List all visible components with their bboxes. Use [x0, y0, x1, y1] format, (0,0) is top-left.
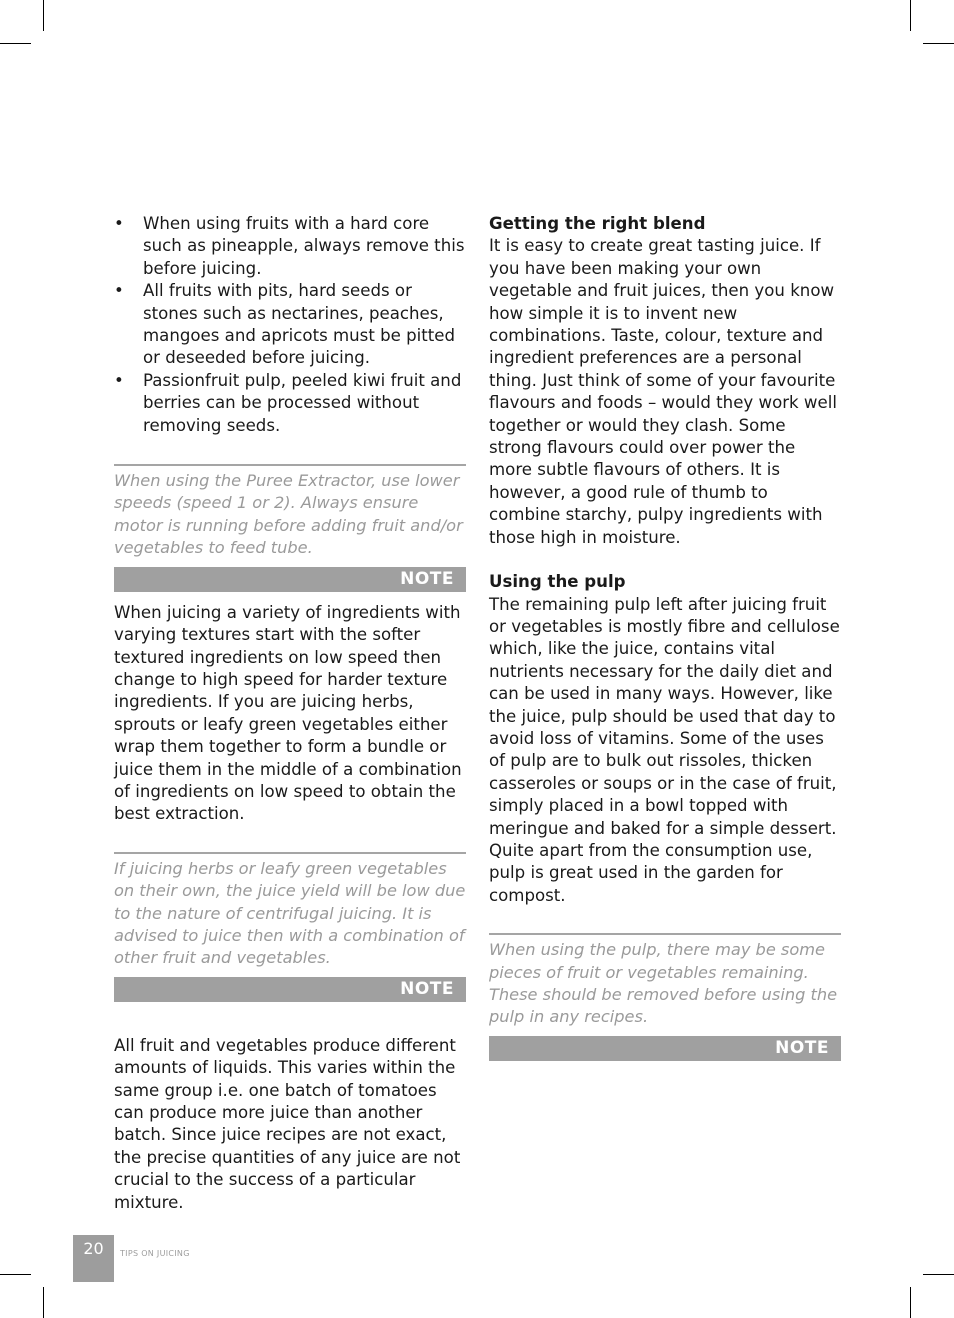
- note-pulp: [489, 933, 841, 1061]
- list-item: • All fruits with pits, hard seeds or stones such as nectarines, peaches, mangoes and apricots must be pitted or deseeded before juicing.: [114, 281, 456, 368]
- list-item: • When using fruits with a hard core such as pineapple, always remove this before juicing.: [114, 214, 465, 278]
- pulp-paragraph: The remaining pulp left after juicing fruit or vegetables is mostly fibre and cellulose which, like the juice, contains vital nutrients necessary for the daily diet and can be used in many ways. However, like the juice, pulp should be used that day to avoid loss of vitamins. Some of the uses of pulp are to bulk out rissoles, thicken casseroles or soups or in the case of fruit, simply placed in a bowl topped with meringue and baked for a simple dessert. Quite apart from the consumption use, pulp is great used in the garden for compost.: [489, 594, 840, 905]
- left-column: [114, 213, 466, 1214]
- crop-mark-bottom-right-v: [910, 1287, 911, 1318]
- note-text: When using the Puree Extractor, use lower speeds (speed 1 or 2). Always ensure motor is running before adding fruit and/or vegetables to feed tube.: [114, 471, 463, 558]
- crop-mark-top-right-h: [923, 43, 954, 44]
- crop-mark-top-left-h: [0, 43, 31, 44]
- blend-paragraph: It is easy to create great tasting juice. If you have been making your own vegetable and fruit juices, then you know how simple it is to invent new combinations. Taste, colour, texture and ingredient preferences are a personal thing. Just think of some of your favourite flavours and foods – would they work well together or would they clash. Some strong flavours could over power the more subtle flavours of others. It is however, a good rule of thumb to combine starchy, pulpy ingredients with those high in moisture.: [489, 236, 837, 547]
- crop-mark-top-right-v: [910, 0, 911, 31]
- note-leafy-greens: [114, 852, 466, 1002]
- crop-mark-top-left-v: [43, 0, 44, 31]
- section-heading-pulp: Using the pulp: [489, 572, 626, 592]
- note-text: When using the pulp, there may be some pieces of fruit or vegetables remaining. These should be removed before using the pulp in any recipes.: [489, 940, 838, 1027]
- section-heading-blend: Getting the right blend: [489, 214, 706, 233]
- bullet-icon: •: [114, 281, 124, 301]
- note-label-bar: NOTE: [489, 1036, 841, 1061]
- list-item: • Passionfruit pulp, peeled kiwi fruit and berries can be processed without removing seeds.: [114, 370, 462, 435]
- tips-bullet-list: [114, 213, 466, 437]
- crop-mark-bottom-left-h: [0, 1274, 31, 1275]
- note-label-bar: NOTE: [114, 567, 466, 592]
- bullet-icon: •: [114, 370, 124, 390]
- right-column: [489, 213, 841, 1061]
- note-text: If juicing herbs or leafy green vegetables on their own, the juice yield will be low due to the nature of centrifugal juicing. It is advised to juice then with a combination of other fruit and vegetables.: [114, 858, 466, 968]
- note-puree-extractor: [114, 464, 466, 592]
- textures-paragraph: When juicing a variety of ingredients with varying textures start with the softer textured ingredients on low speed then change to high speed for harder texture ingredients. If you are juicing herbs, sprouts or leafy green vegetables either wrap them together to form a bundle or juice them in the middle of a combination of ingredients on low speed to obtain the best extraction.: [114, 602, 462, 824]
- liquids-paragraph: All fruit and vegetables produce different amounts of liquids. This varies within the same group i.e. one batch of tomatoes can produce more juice than another batch. Since juice recipes are not exact, the precise quantities of any juice are not crucial to the success of a particular mixture.: [114, 1035, 461, 1212]
- page-number: 20: [73, 1235, 114, 1282]
- crop-mark-bottom-right-h: [923, 1274, 954, 1275]
- section-label: TIPS ON JUICING: [120, 1249, 190, 1258]
- note-label-bar: NOTE: [114, 977, 466, 1002]
- crop-mark-bottom-left-v: [43, 1287, 44, 1318]
- bullet-icon: •: [114, 214, 124, 233]
